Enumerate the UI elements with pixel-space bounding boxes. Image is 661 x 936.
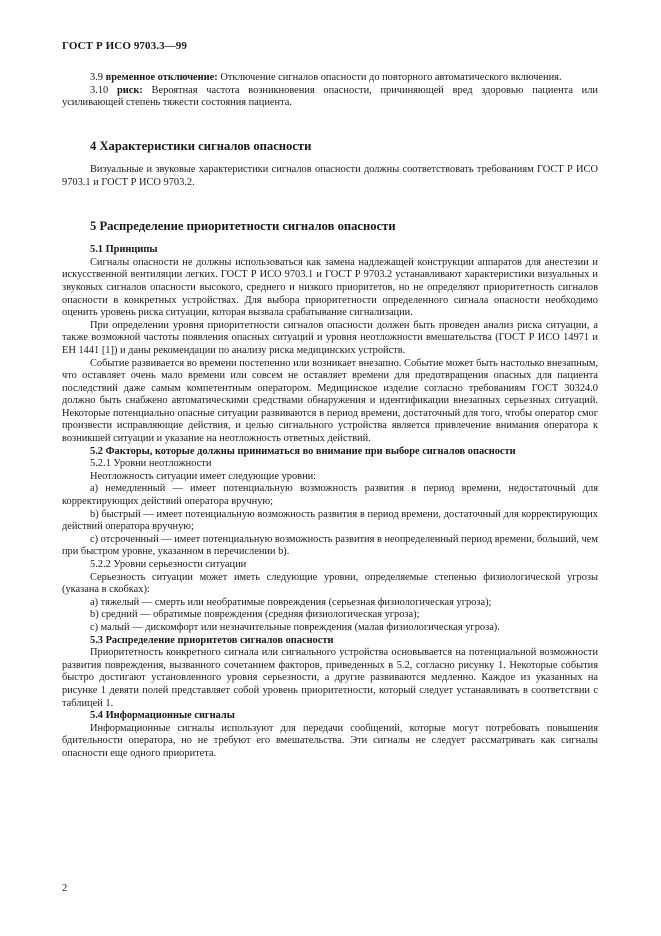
page-number: 2 (62, 883, 68, 894)
list-item: а) немедленный — имеет потенциальную возможность развития в период времени, недостаточный для корректирующих действий оператора вручную; (62, 483, 598, 508)
item-number: 3.9 (90, 72, 103, 83)
definition: Отключение сигналов опасности до повторного автоматического включения. (220, 72, 562, 83)
paragraph: При определении уровня приоритетности сигналов опасности должен быть проведен анализ риска ситуации, а также возможной частоты появления опасных ситуаций и уровня неотложности вмешательства (ГОСТ Р ИСО 14971 и ЕН 1441 [1]) и даны рекомендации по анализу риска медицинских устройств. (62, 319, 598, 356)
item-3-9 (62, 72, 598, 85)
list-item: b) быстрый — имеет потенциальную возможность развития в период времени, достаточный для корректирующих действий оператора вручную; (62, 508, 598, 533)
subsection-5-1-heading: 5.1 Принципы (90, 244, 158, 256)
term: риск: (116, 84, 143, 96)
section-5-heading: 5 Распределение приоритетности сигналов опасности (90, 218, 396, 233)
list-item: с) малый — дискомфорт или незначительные повреждения (малая физиологическая угроза). (90, 621, 500, 633)
list-item: с) отсроченный — имеет потенциальную возможность развития в неопределенный период времени, больший, чем при быстром уровне, указанном в перечислении b). (62, 533, 598, 558)
subsection-5-3-heading: 5.3 Распределение приоритетов сигналов опасности (90, 634, 334, 646)
document-body (62, 72, 598, 761)
section-4-paragraph: Визуальные и звуковые характеристики сигналов опасности должны соответствовать требованиям ГОСТ Р ИСО 9703.1 и ГОСТ Р ИСО 9703.2. (62, 164, 598, 188)
section-4-heading: 4 Характеристики сигналов опасности (90, 138, 312, 153)
item-number: 3.10 (90, 84, 109, 96)
subsection-5-2-2-heading: 5.2.2 Уровни серьезности ситуации (90, 559, 247, 570)
item-3-10 (62, 85, 598, 110)
list-item: b) средний — обратимые повреждения (средняя физиологическая угроза); (90, 609, 420, 621)
definition: Вероятная частота возникновения опасности, причиняющей вред здоровью пациента или усиливающей степень тяжести состояния пациента. (62, 84, 598, 109)
paragraph: Событие развивается во времени постепенно или возникает внезапно. Событие может быть настолько внезапным, что оставляет очень мало времени или совсем не оставляет времени для предотвращения опасных для пациента последствий даже самым компетентным оператором. Медицинское изделие согласно требованиям ГОСТ 30324.0 должно быть снабжено автоматическими средствами обнаружения и идентификации внезапных серьезных ситуаций. Некоторые потенциально опасные ситуации развиваются в период времени, достаточный для того, чтобы оператор смог произвести исправляющие действия, и целью сигнального устройства является привлечение внимания оператора к возникшей ситуации и указание на неотложность ответных действий. (62, 357, 598, 445)
list-item: а) тяжелый — смерть или необратимые повреждения (серьезная физиологическая угроза); (90, 596, 492, 608)
paragraph: Информационные сигналы используют для передачи сообщений, которые могут потребовать повышения бдительности оператора, но не требуют его вмешательства. Эти сигналы не следует рассматривать как сигналы опасности еще одного приоритета. (62, 722, 598, 759)
paragraph: Приоритетность конкретного сигнала или сигнального устройства основывается на потенциальной возможности развития повреждения, вызванного сочетанием факторов, приведенных в 5.2, согласно рисунку 1. Некоторые события быстро достигают установленного уровня серьезности, а другие развиваются медленно. Каждое из указанных на рисунке 1 девяти полей представляет собой уровень приоритетности, который следует устанавливать в соответствии с таблицей 1. (62, 647, 598, 709)
subsection-5-2-1-heading: 5.2.1 Уровни неотложности (90, 458, 212, 470)
running-header: ГОСТ Р ИСО 9703.3—99 (62, 40, 187, 52)
term: временное отключение: (105, 72, 218, 83)
paragraph: Неотложность ситуации имеет следующие уровни: (90, 470, 317, 482)
paragraph: Сигналы опасности не должны использоваться как замена надлежащей конструкции аппаратов для анестезии и искусственной вентиляции легких. ГОСТ Р ИСО 9703.1 и ГОСТ Р 9703.2 устанавливают характеристики визуальных и звуковых сигналов опасности высокого, среднего и низкого приоритетов, но не определяют приоритетность сигналов опасности в конкретных устройствах. Для выбора приоритетности определенного сигнала опасности необходимо оценить уровень риска ситуации, которая вызвала срабатывание сигнализации. (62, 256, 598, 319)
subsection-5-4-heading: 5.4 Информационные сигналы (90, 710, 235, 722)
subsection-5-2-heading: 5.2 Факторы, которые должны приниматься во внимание при выборе сигналов опасности (90, 445, 516, 457)
paragraph: Серьезность ситуации может иметь следующие уровни, определяемые степенью физиологической угрозы (указана в скобках): (62, 571, 598, 596)
